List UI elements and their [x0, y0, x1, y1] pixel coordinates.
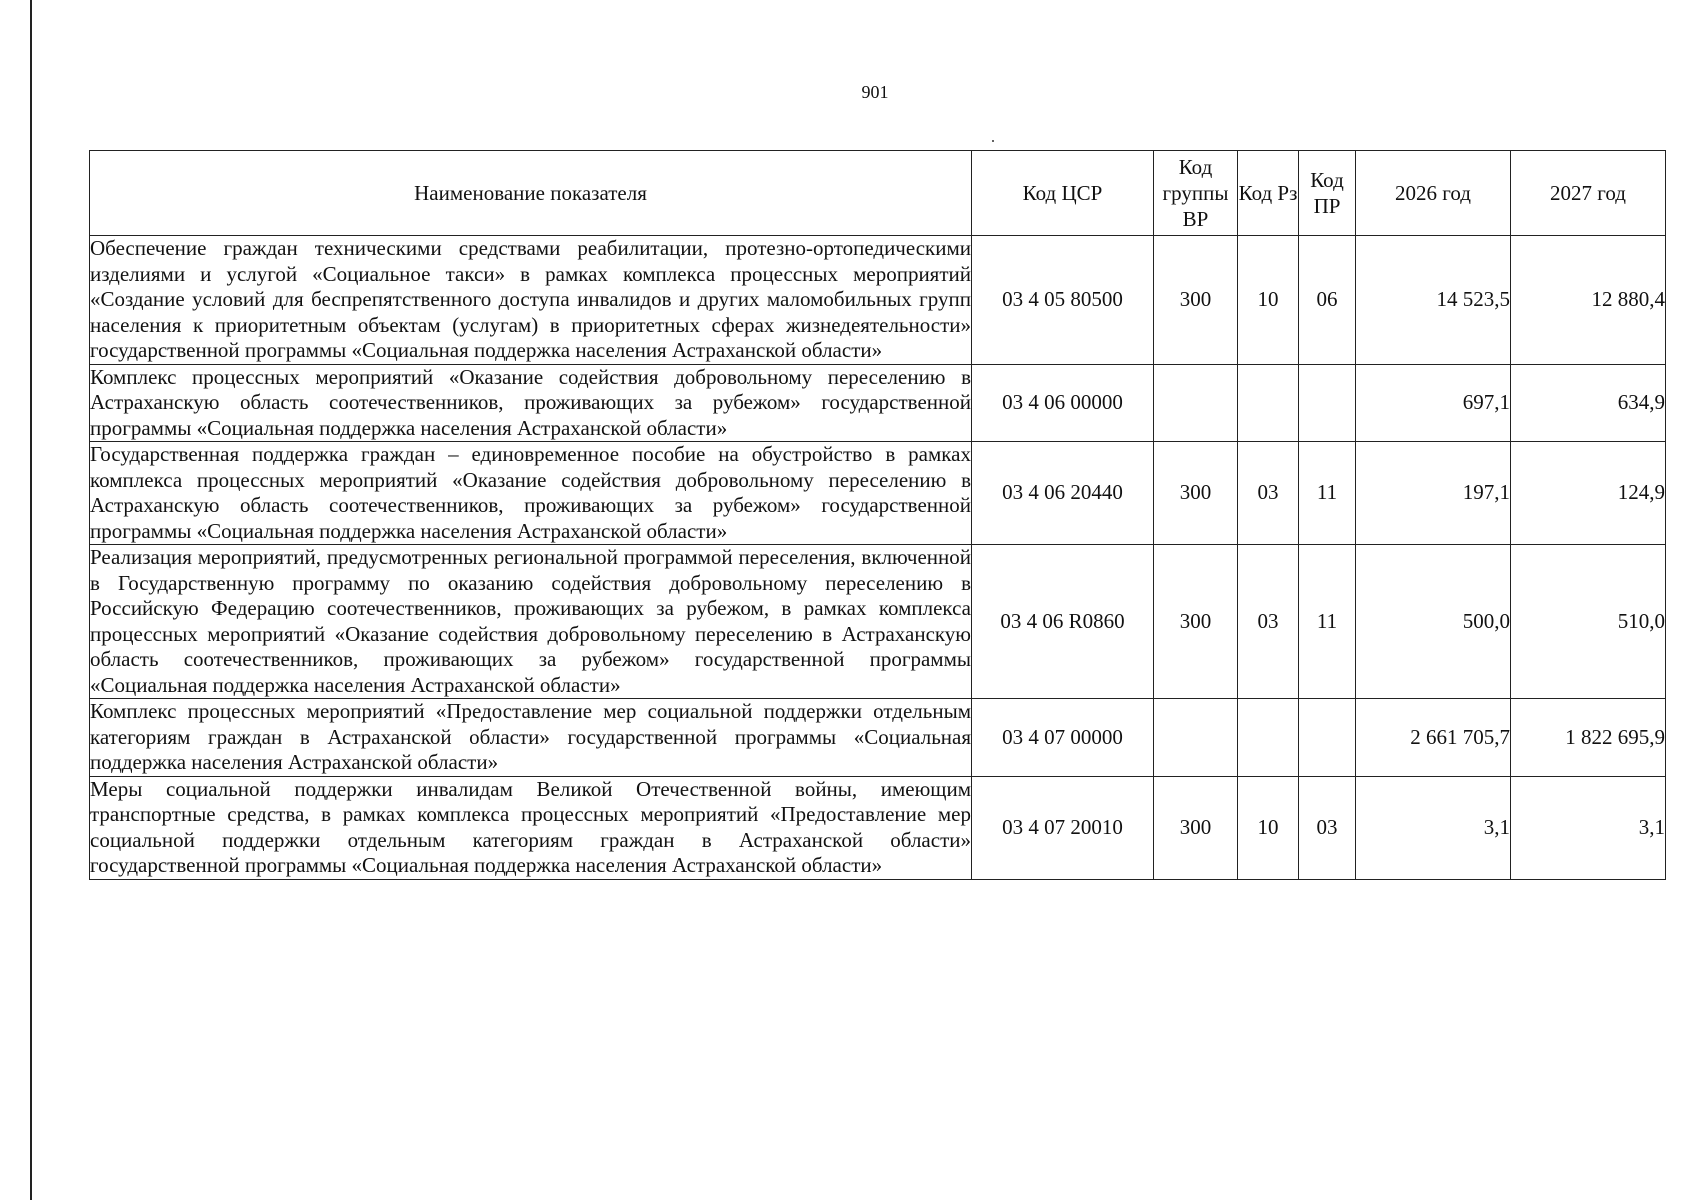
- row-name: Реализация мероприятий, предусмотренных региональной программой переселения, включенной в Государственную программу по оказанию содействия добровольному переселению в Российскую Федерацию соотечественников, проживающих за рубежом, в рамках комплекса процессных мероприятий «Оказание содействия добровольному переселению в Астраханскую область соотечественников, проживающих за рубежом» государственной программы «Социальная поддержка населения Астраханской области»: [90, 545, 971, 697]
- row-2026: 697,1: [1356, 364, 1511, 442]
- row-vr: 300: [1154, 442, 1238, 545]
- row-2026: 197,1: [1356, 442, 1511, 545]
- row-pr: 11: [1299, 442, 1356, 545]
- row-rz: [1238, 699, 1299, 777]
- table-row: [90, 442, 1666, 545]
- table-row: [90, 699, 1666, 777]
- row-rz: 10: [1238, 236, 1299, 365]
- row-csr: 03 4 05 80500: [972, 236, 1154, 365]
- row-name: Комплекс процессных мероприятий «Предоставление мер социальной поддержки отдельным категориям граждан в Астраханской области» государственной программы «Социальная поддержка населения Астраханской области»: [90, 699, 971, 774]
- row-2027: 124,9: [1511, 442, 1666, 545]
- row-vr: [1154, 364, 1238, 442]
- page-number: 901: [861, 82, 889, 102]
- table-row: [90, 776, 1666, 879]
- header-2027: 2027 год: [1511, 151, 1666, 236]
- row-pr: [1299, 699, 1356, 777]
- budget-table: [89, 150, 1666, 880]
- table-row: [90, 364, 1666, 442]
- header-vr: Код группы ВР: [1154, 151, 1238, 236]
- row-rz: 03: [1238, 545, 1299, 699]
- header-pr: Код ПР: [1299, 151, 1356, 236]
- row-2026: 2 661 705,7: [1356, 699, 1511, 777]
- row-2027: 510,0: [1511, 545, 1666, 699]
- row-name: Государственная поддержка граждан – единовременное пособие на обустройство в рамках комплекса процессных мероприятий «Оказание содействия добровольному переселению в Астраханскую область соотечественников, проживающих за рубежом» государственной программы «Социальная поддержка населения Астраханской области»: [90, 442, 971, 543]
- row-rz: [1238, 364, 1299, 442]
- row-pr: 03: [1299, 776, 1356, 879]
- row-csr: 03 4 06 20440: [972, 442, 1154, 545]
- row-vr: 300: [1154, 545, 1238, 699]
- row-2026: 14 523,5: [1356, 236, 1511, 365]
- row-csr: 03 4 06 R0860: [972, 545, 1154, 699]
- table-row: [90, 545, 1666, 699]
- row-2026: 500,0: [1356, 545, 1511, 699]
- row-name: Комплекс процессных мероприятий «Оказание содействия добровольному переселению в Астраханскую область соотечественников, проживающих за рубежом» государственной программы «Социальная поддержка населения Астраханской области»: [90, 364, 971, 440]
- row-pr: [1299, 364, 1356, 442]
- table-header-row: [90, 151, 1666, 236]
- row-2027: 1 822 695,9: [1511, 699, 1666, 777]
- row-2027: 12 880,4: [1511, 236, 1666, 365]
- header-name: Наименование показателя: [90, 151, 972, 236]
- row-2027: 634,9: [1511, 364, 1666, 442]
- row-pr: 06: [1299, 236, 1356, 365]
- row-2026: 3,1: [1356, 776, 1511, 879]
- row-name: Меры социальной поддержки инвалидам Великой Отечественной войны, имеющим транспортные средства, в рамках комплекса процессных мероприятий «Предоставление мер социальной поддержки отдельным категориям граждан в Астраханской области» государственной программы «Социальная поддержка населения Астраханской области»: [90, 776, 971, 877]
- row-vr: [1154, 699, 1238, 777]
- row-name: Обеспечение граждан техническими средствами реабилитации, протезно-ортопедическими изделиями и услугой «Социальное такси» в рамках комплекса процессных мероприятий «Создание условий для беспрепятственного доступа инвалидов и других маломобильных групп населения к приоритетным объектам (услугам) в приоритетных сферах жизнедеятельности» государственной программы «Социальная поддержка населения Астраханской области»: [90, 236, 971, 362]
- row-csr: 03 4 07 20010: [972, 776, 1154, 879]
- row-rz: 03: [1238, 442, 1299, 545]
- row-pr: 11: [1299, 545, 1356, 699]
- row-csr: 03 4 07 00000: [972, 699, 1154, 777]
- row-vr: 300: [1154, 236, 1238, 365]
- table-row: [90, 236, 1666, 365]
- scan-dot: [992, 140, 994, 142]
- row-rz: 10: [1238, 776, 1299, 879]
- binding-margin-line: [30, 0, 32, 1200]
- header-2026: 2026 год: [1356, 151, 1511, 236]
- row-2027: 3,1: [1511, 776, 1666, 879]
- row-csr: 03 4 06 00000: [972, 364, 1154, 442]
- row-vr: 300: [1154, 776, 1238, 879]
- header-csr: Код ЦСР: [972, 151, 1154, 236]
- header-rz: Код Рз: [1238, 151, 1299, 236]
